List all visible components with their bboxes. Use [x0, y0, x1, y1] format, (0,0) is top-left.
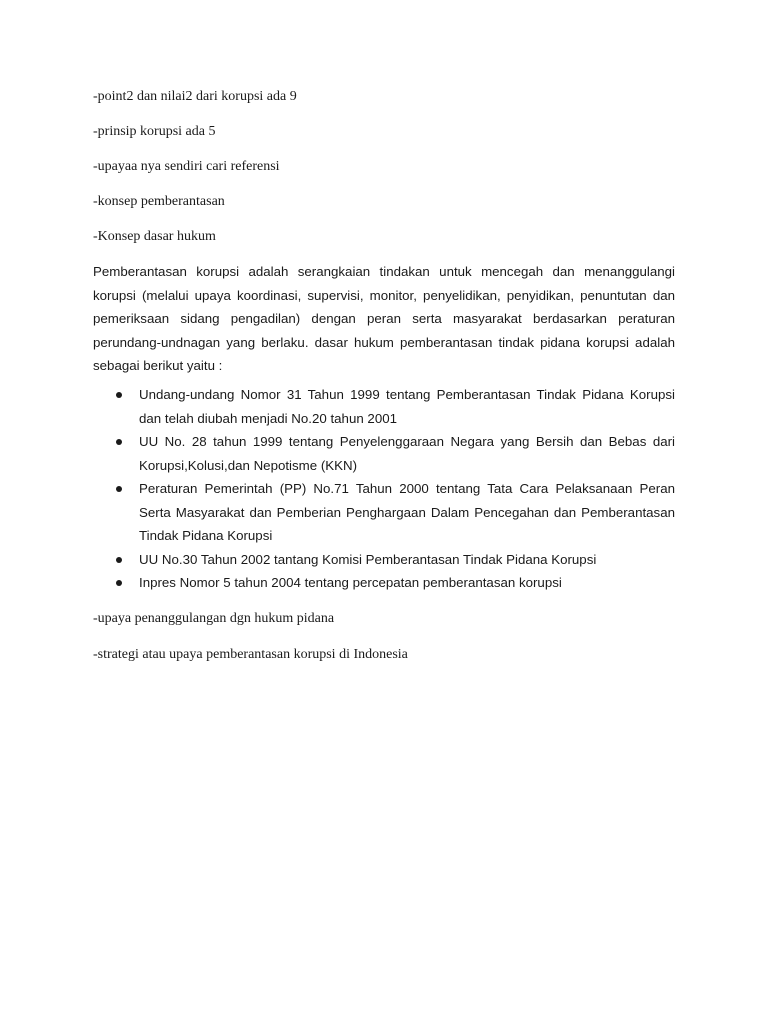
list-item — [93, 383, 675, 430]
list-item-text: UU No. 28 tahun 1999 tentang Penyelenggaraan Negara yang Bersih dan Bebas dari Korupsi,Kolusi,dan Nepotisme (KKN) — [139, 434, 675, 473]
bullet-list — [93, 383, 675, 595]
note-line: -strategi atau upaya pemberantasan korupsi di Indonesia — [93, 647, 408, 662]
list-item-text: Peraturan Pemerintah (PP) No.71 Tahun 2000 tentang Tata Cara Pelaksanaan Peran Serta Masyarakat dan Pemberian Penghargaan Dalam Pencegahan dan Pemberantasan Tindak Pidana Korupsi — [139, 481, 675, 543]
bullet-icon — [116, 392, 122, 398]
body-paragraph: Pemberantasan korupsi adalah serangkaian tindakan untuk mencegah dan menanggulangi korupsi (melalui upaya koordinasi, supervisi, monitor, penyelidikan, penyidikan, penuntutan dan pemeriksaan sidang pengadilan) dengan peran serta masyarakat berdasarkan peraturan perundang-undnagan yang berlaku. dasar hukum pemberantasan tindak pidana korupsi adalah sebagai berikut yaitu : — [93, 264, 675, 373]
note-line: -konsep pemberantasan — [93, 194, 225, 209]
list-item-text: Inpres Nomor 5 tahun 2004 tentang percepatan pemberantasan korupsi — [139, 575, 562, 590]
note-line: -upayaa nya sendiri cari referensi — [93, 159, 280, 174]
bullet-icon — [116, 439, 122, 445]
list-item — [93, 430, 675, 477]
list-item — [93, 477, 675, 548]
list-item — [93, 548, 675, 572]
bullet-icon — [116, 486, 122, 492]
list-item-text: UU No.30 Tahun 2002 tantang Komisi Pemberantasan Tindak Pidana Korupsi — [139, 551, 597, 567]
note-line: -upaya penanggulangan dgn hukum pidana — [93, 611, 335, 626]
list-item-text: Undang-undang Nomor 31 Tahun 1999 tentang Pemberantasan Tindak Pidana Korupsi dan telah diubah menjadi No.20 tahun 2001 — [139, 387, 675, 426]
note-line: -prinsip korupsi ada 5 — [93, 124, 216, 139]
list-item — [93, 571, 675, 595]
note-line: -Konsep dasar hukum — [93, 229, 216, 244]
bullet-icon — [116, 557, 122, 563]
note-line: -point2 dan nilai2 dari korupsi ada 9 — [93, 89, 297, 104]
bullet-icon — [116, 580, 122, 586]
